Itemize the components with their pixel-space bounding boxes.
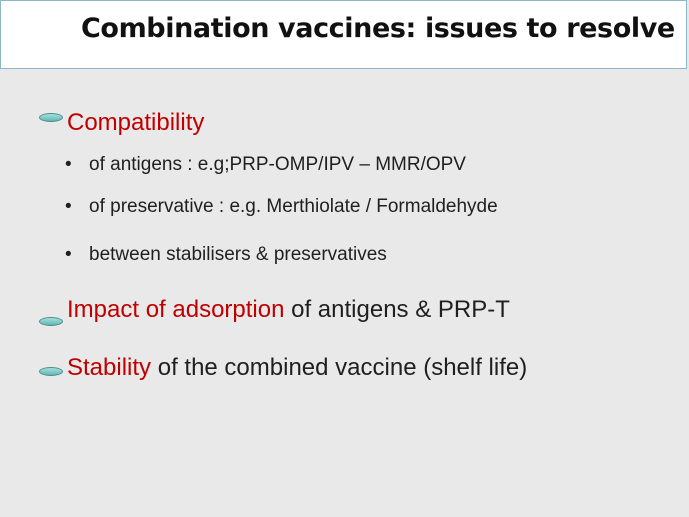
adsorption-heading: Impact of adsorption: [67, 296, 285, 323]
bullet-pill-icon: [39, 113, 63, 122]
main-bullet-adsorption: [67, 298, 510, 322]
sub-bullet-antigens: [65, 155, 466, 175]
bullet-pill-icon: [39, 317, 63, 326]
stability-heading: Stability: [67, 354, 152, 381]
sub-bullet-stabilisers: [65, 245, 387, 265]
sub-bullet-stabilisers-text: between stabilisers & preservatives: [89, 244, 387, 265]
slide-title: Combination vaccines: issues to resolve: [81, 13, 675, 44]
sub-bullet-preservative: [65, 197, 498, 217]
sub-bullet-dot-icon: •: [65, 196, 72, 217]
stability-rest: of the combined vaccine (shelf life): [151, 354, 528, 381]
main-bullet-compatibility: [67, 111, 204, 135]
title-bar: [0, 0, 687, 69]
adsorption-rest: of antigens & PRP-T: [284, 296, 510, 323]
main-bullet-stability: [67, 356, 527, 380]
bullet-pill-icon: [39, 367, 63, 376]
sub-bullet-dot-icon: •: [65, 154, 72, 175]
sub-bullet-dot-icon: •: [65, 244, 72, 265]
compatibility-heading: Compatibility: [67, 109, 205, 136]
sub-bullet-preservative-text: of preservative : e.g. Merthiolate / Formaldehyde: [89, 196, 498, 217]
sub-bullet-antigens-text: of antigens : e.g;PRP-OMP/IPV – MMR/OPV: [89, 154, 466, 175]
